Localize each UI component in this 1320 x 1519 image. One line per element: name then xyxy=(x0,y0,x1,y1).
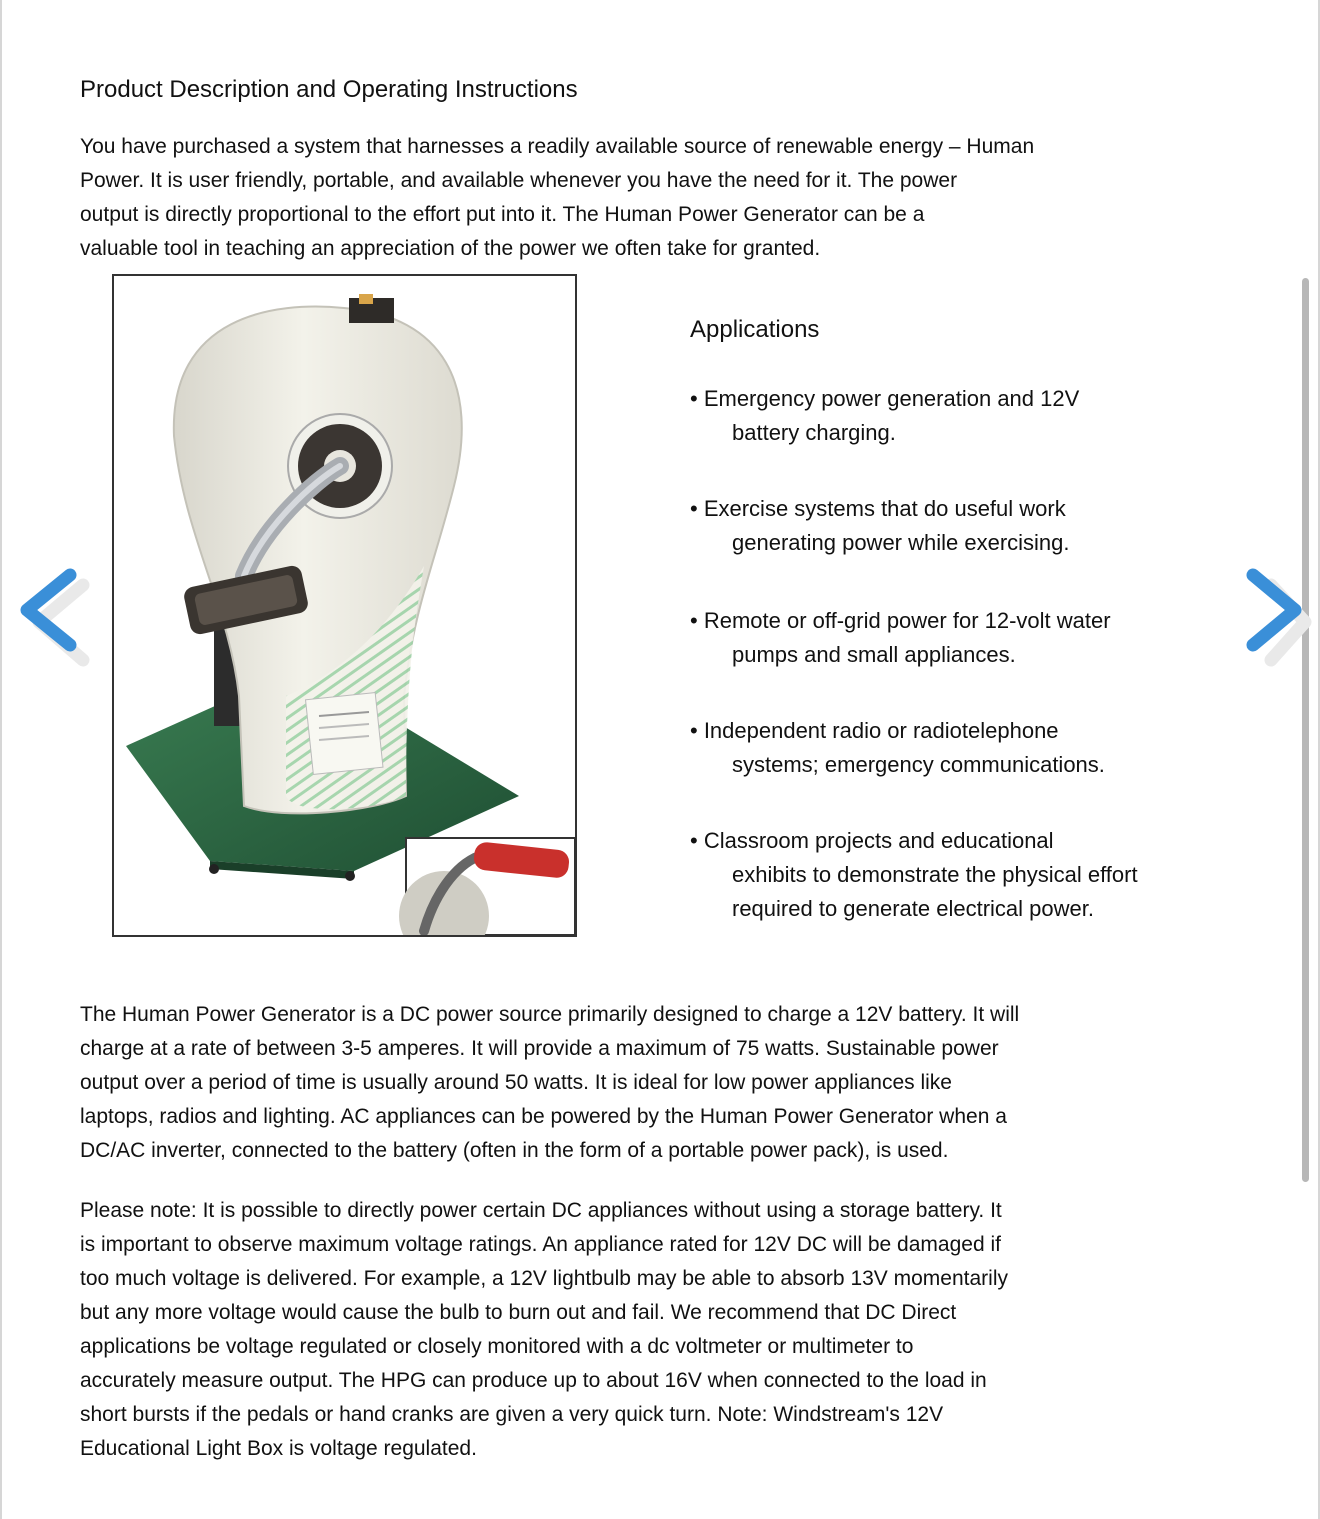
application-line: • Emergency power generation and 12V xyxy=(690,386,1080,411)
note-line: Educational Light Box is voltage regulated. xyxy=(80,1437,477,1460)
intro-line: You have purchased a system that harnesses a readily available source of renewable energy – Human xyxy=(80,135,1035,158)
note-line: accurately measure output. The HPG can produce up to about 16V when connected to the load in xyxy=(80,1369,987,1392)
application-item xyxy=(690,492,1070,560)
application-line: • Remote or off-grid power for 12-volt water xyxy=(690,608,1111,633)
applications-title: Applications xyxy=(690,316,820,343)
note-line: Please note: It is possible to directly power certain DC appliances without using a storage battery. It xyxy=(80,1199,1002,1222)
application-item xyxy=(690,714,1105,782)
description-line: DC/AC inverter, connected to the battery (often in the form of a portable power pack), is used. xyxy=(80,1139,949,1162)
product-photo xyxy=(112,274,577,937)
chevron-right-icon xyxy=(1235,560,1315,670)
application-line: battery charging. xyxy=(732,420,896,445)
page-title: Product Description and Operating Instructions xyxy=(80,76,578,103)
application-item xyxy=(690,824,1138,926)
application-line: • Exercise systems that do useful work xyxy=(690,496,1066,521)
application-item xyxy=(690,604,1111,672)
note-paragraph xyxy=(80,1194,1008,1466)
intro-paragraph xyxy=(80,130,1034,266)
note-line: too much voltage is delivered. For example, a 12V lightbulb may be able to absorb 13V momentarily xyxy=(80,1267,1008,1290)
next-slide-button[interactable] xyxy=(1235,560,1315,670)
application-line: pumps and small appliances. xyxy=(732,642,1016,667)
description-line: laptops, radios and lighting. AC appliances can be powered by the Human Power Generator when a xyxy=(80,1105,1007,1128)
previous-slide-button[interactable] xyxy=(15,560,95,670)
note-line: is important to observe maximum voltage ratings. An appliance rated for 12V DC will be damaged if xyxy=(80,1233,1001,1256)
scrollbar-thumb[interactable] xyxy=(1302,278,1309,1182)
application-line: systems; emergency communications. xyxy=(732,752,1105,777)
intro-line: output is directly proportional to the effort put into it. The Human Power Generator can be a xyxy=(80,203,925,226)
intro-line: valuable tool in teaching an appreciation of the power we often take for granted. xyxy=(80,237,821,260)
note-line: applications be voltage regulated or closely monitored with a dc voltmeter or multimeter to xyxy=(80,1335,914,1358)
intro-line: Power. It is user friendly, portable, and available whenever you have the need for it. The power xyxy=(80,169,958,192)
application-item xyxy=(690,382,1079,450)
note-line: short bursts if the pedals or hand cranks are given a very quick turn. Note: Windstream's 12V xyxy=(80,1403,944,1426)
note-line: but any more voltage would cause the bulb to burn out and fail. We recommend that DC Direct xyxy=(80,1301,957,1324)
application-line: exhibits to demonstrate the physical effort xyxy=(732,862,1138,887)
application-line: • Classroom projects and educational xyxy=(690,828,1054,853)
description-line: charge at a rate of between 3-5 amperes. It will provide a maximum of 75 watts. Sustainable power xyxy=(80,1037,999,1060)
window-left-border xyxy=(0,0,2,1519)
application-line: • Independent radio or radiotelephone xyxy=(690,718,1059,743)
description-line: The Human Power Generator is a DC power source primarily designed to charge a 12V battery. It will xyxy=(80,1003,1020,1026)
description-line: output over a period of time is usually around 50 watts. It is ideal for low power appliances like xyxy=(80,1071,952,1094)
chevron-left-icon xyxy=(15,560,95,670)
application-line: required to generate electrical power. xyxy=(732,896,1094,921)
description-paragraph xyxy=(80,998,1019,1168)
application-line: generating power while exercising. xyxy=(732,530,1070,555)
